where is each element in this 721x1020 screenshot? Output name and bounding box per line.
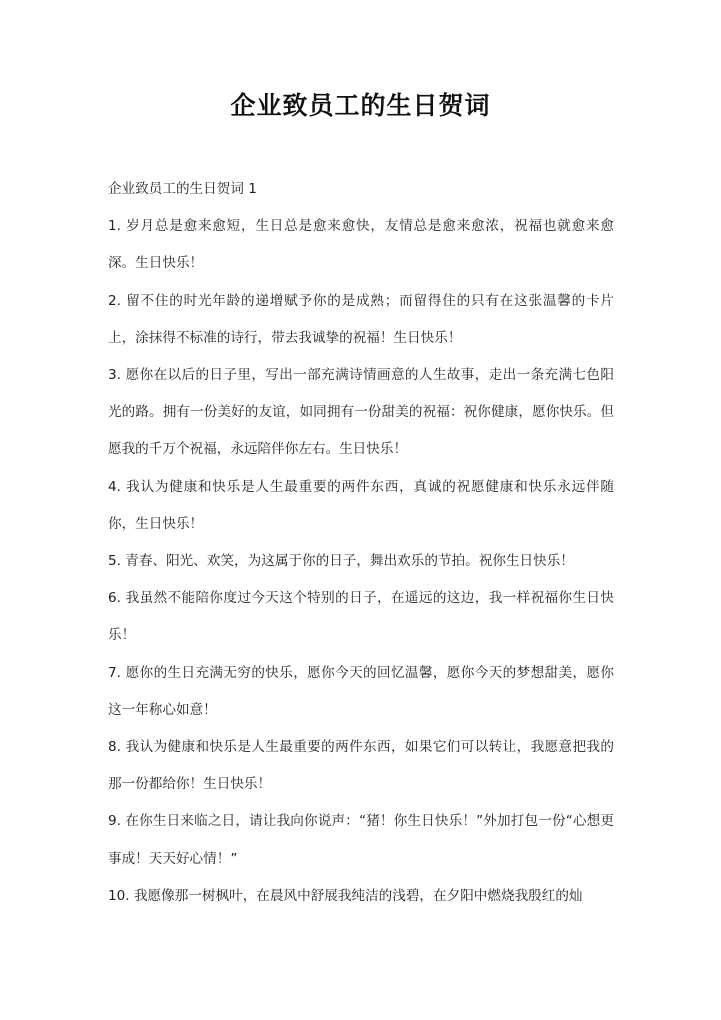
document-body <box>108 171 614 915</box>
section-heading: 企业致员工的生日贺词 1 <box>108 181 257 197</box>
wish-paragraph-7: 7. 愿你的生日充满无穷的快乐，愿你今天的回忆温馨，愿你今天的梦想甜美，愿你这一年称心如意！ <box>108 664 614 718</box>
wish-paragraph-9: 9. 在你生日来临之日，请让我向你说声：“猪！你生日快乐！”外加打包一份“心想更事成！天天好心情！” <box>108 813 614 867</box>
document-title: 企业致员工的生日贺词 <box>230 91 491 120</box>
wish-paragraph-5: 5. 青春、阳光、欢笑，为这属于你的日子，舞出欢乐的节拍。祝你生日快乐！ <box>108 553 574 570</box>
wish-paragraph-2: 2. 留不住的时光年龄的递增赋予你的是成熟；而留得住的只有在这张温馨的卡片上，涂抹得不标准的诗行，带去我诚挚的祝福！生日快乐！ <box>108 292 614 346</box>
wish-paragraph-10: 10. 我愿像那一树枫叶，在晨风中舒展我纯洁的浅碧，在夕阳中燃烧我殷红的灿 <box>108 887 583 904</box>
wish-paragraph-3: 3. 愿你在以后的日子里，写出一部充满诗情画意的人生故事，走出一条充满七色阳光的路。拥有一份美好的友谊，如同拥有一份甜美的祝福：祝你健康，愿你快乐。但愿我的千万个祝福，永远陪伴你左右。生日快乐！ <box>108 367 614 458</box>
wish-paragraph-4: 4. 我认为健康和快乐是人生最重要的两件东西，真诚的祝愿健康和快乐永远伴随你，生日快乐！ <box>108 478 614 532</box>
wish-paragraph-1: 1. 岁月总是愈来愈短，生日总是愈来愈快，友情总是愈来愈浓，祝福也就愈来愈深。生日快乐！ <box>108 218 614 272</box>
wish-paragraph-6: 6. 我虽然不能陪你度过今天这个特别的日子，在遥远的这边，我一样祝福你生日快乐！ <box>108 590 614 644</box>
wish-paragraph-8: 8. 我认为健康和快乐是人生最重要的两件东西，如果它们可以转让，我愿意把我的那一份都给你！生日快乐！ <box>108 739 614 793</box>
